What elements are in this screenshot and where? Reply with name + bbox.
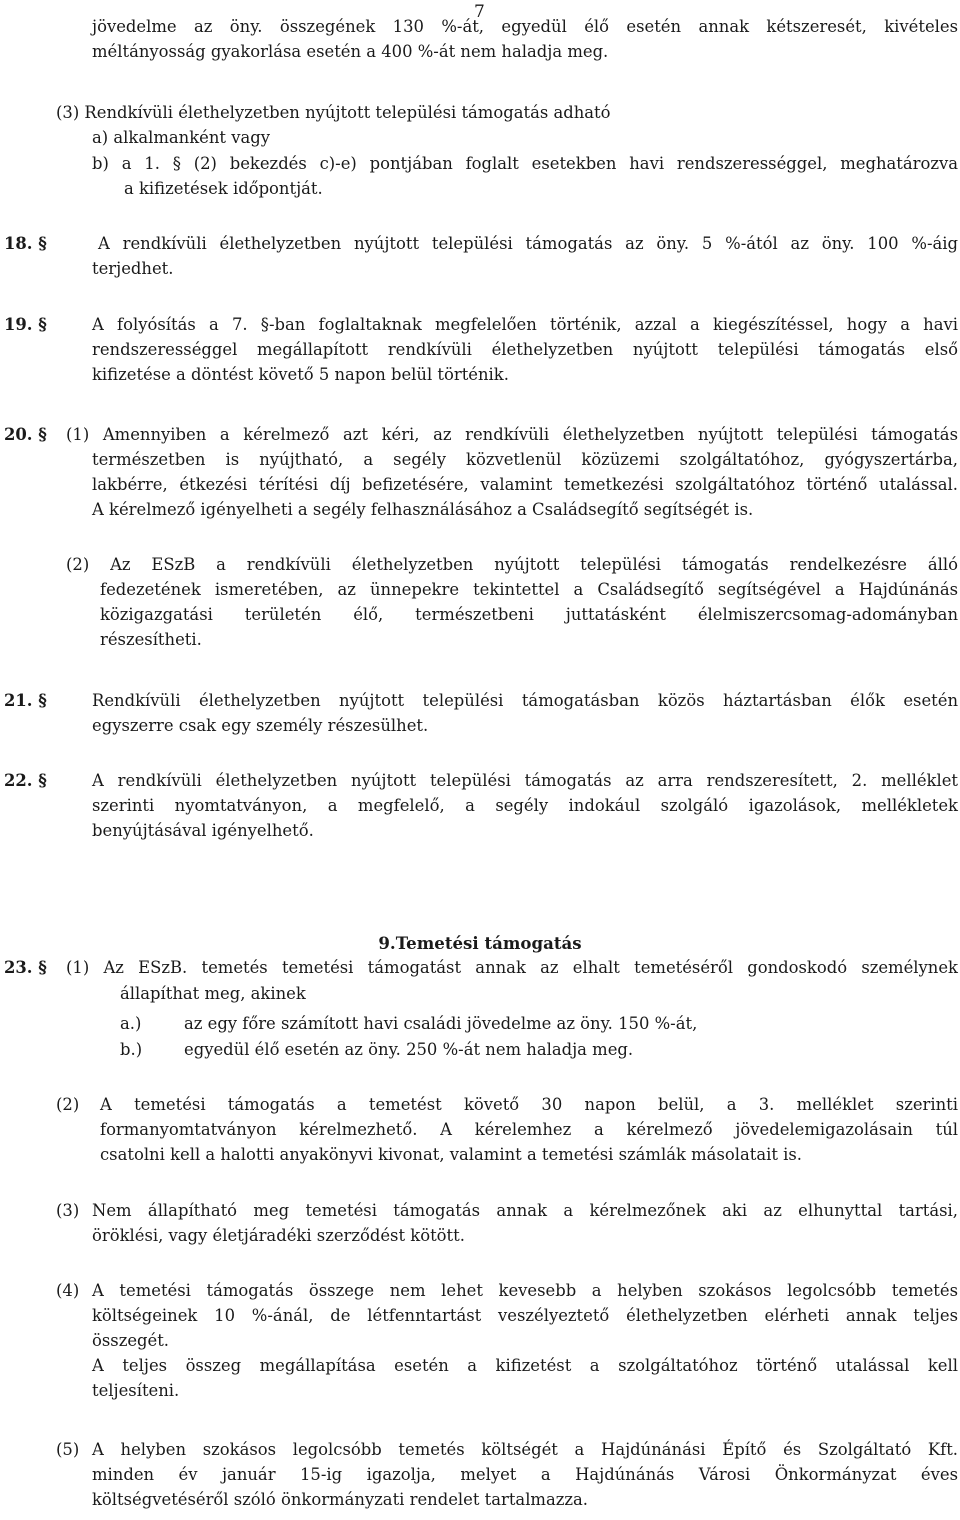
paragraph-3-label: (3) [56, 1201, 80, 1220]
paragraph-3-intro: (3) Rendkívüli élethelyzetben nyújtott települési támogatás adható [56, 103, 611, 122]
text-line: fedezetének ismeretében, az ünnepekre tekintettel a Családsegítő segítségével a Hajdúnánás [100, 580, 958, 599]
text-line: benyújtásával igényelhető. [92, 821, 314, 840]
section-20-p2-first [66, 552, 958, 577]
text-line: csatolni kell a halotti anyakönyvi kivonat, valamint a temetési számlák másolatait is. [100, 1145, 802, 1164]
section-20-p1-first [66, 422, 958, 447]
section-20-p2-body [100, 577, 958, 652]
list-item-b-continued: a kifizetések időpontját. [124, 179, 323, 198]
text-line: Nem állapítható meg temetési támogatás annak a kérelmezőnek aki az elhunyttal tartási, [92, 1201, 958, 1220]
paragraph-3-text [92, 1198, 958, 1248]
section-20-p1-body [92, 447, 958, 522]
text-line: formanyomtatványon kérelmezhető. A kérelemhez a kérelmező jövedelemigazolásain túl [100, 1120, 958, 1139]
section-23-p1-first [66, 955, 958, 980]
sub-item-b-text: egyedül élő esetén az öny. 250 %-át nem haladja meg. [184, 1040, 634, 1059]
text-line: szerinti nyomtatványon, a megfelelő, a segély indokául szolgáló igazolások, mellékletek [92, 796, 958, 815]
section-22-text [92, 768, 958, 843]
text-line: jövedelme az öny. összegének 130 %-át, egyedül élő esetén annak kétszeresét, kivételes [92, 17, 958, 36]
text-line: (2) Az ESzB a rendkívüli élethelyzetben nyújtott települési támogatás rendelkezésre álló [66, 555, 958, 574]
text-line: A kérelmező igényelheti a segély felhasználásához a Családsegítő segítségét is. [92, 500, 754, 519]
section-22-number: 22. § [4, 771, 47, 790]
section-18-text-continued: terjedhet. [92, 259, 174, 278]
paragraph-2-label: (2) [56, 1095, 80, 1114]
text-line: A helyben szokásos legolcsóbb temetés költségét a Hajdúnánási Építő és Szolgáltató Kft. [92, 1440, 958, 1459]
text-line: (1) Amennyiben a kérelmező azt kéri, az rendkívüli élethelyzetben nyújtott települési támogatás [66, 425, 958, 444]
text-line: természetben is nyújtható, a segély közvetlenül közüzemi szolgáltatóhoz, gyógyszertárba, [92, 450, 958, 469]
paragraph-2-text [100, 1092, 958, 1167]
section-21-text [92, 688, 958, 738]
sub-item-b-label: b.) [120, 1040, 143, 1059]
text-line: teljesíteni. [92, 1381, 180, 1400]
text-line: kifizetése a döntést követő 5 napon belül történik. [92, 365, 509, 384]
section-19-number: 19. § [4, 315, 47, 334]
text-line: lakbérre, étkezési térítési díj befizetésére, valamint temetkezési szolgáltatóhoz történő utalással. [92, 475, 958, 494]
list-item-b [92, 151, 958, 176]
text-line: költségvetéséről szóló önkormányzati rendelet tartalmazza. [92, 1490, 589, 1509]
text-line: A temetési támogatás a temetést követő 30 napon belül, a 3. melléklet szerinti [100, 1095, 958, 1114]
text-line: közigazgatási területén élő, természetbeni juttatásként élelmiszercsomag-adományban [100, 605, 958, 624]
text-line: Rendkívüli élethelyzetben nyújtott települési támogatásban közös háztartásban élők esetén [92, 691, 958, 710]
section-heading: 9.Temetési támogatás [378, 933, 582, 953]
paragraph-5-label: (5) [56, 1440, 80, 1459]
sub-item-a-text: az egy főre számított havi családi jövedelme az öny. 150 %-át, [184, 1014, 698, 1033]
paragraph-5-text [92, 1437, 958, 1512]
continuation-paragraph [92, 14, 958, 64]
paragraph-4-text [92, 1278, 958, 1403]
text-line: rendszerességgel megállapított rendkívüli élethelyzetben nyújtott települési támogatás első [92, 340, 958, 359]
text-line: (1) Az ESzB. temetés temetési támogatást annak az elhalt temetéséről gondoskodó személynek [66, 958, 958, 977]
text-line: egyszerre csak egy személy részesülhet. [92, 716, 429, 735]
text-line: A folyósítás a 7. §-ban foglaltaknak megfelelően történik, azzal a kiegészítéssel, hogy a havi [92, 315, 958, 334]
text-line: A teljes összeg megállapítása esetén a kifizetést a szolgáltatóhoz történő utalással kell [92, 1356, 958, 1375]
text-line: összegét. [92, 1331, 170, 1350]
section-23-p1-continued: állapíthat meg, akinek [120, 984, 306, 1003]
section-19-text [92, 312, 958, 387]
page-number: 7 [474, 2, 485, 22]
text-line: minden év január 15-ig igazolja, melyet a Hajdúnánás Városi Önkormányzat éves [92, 1465, 958, 1484]
text-line: b) a 1. § (2) bekezdés c)-e) pontjában foglalt esetekben havi rendszerességgel, meghatározva [92, 154, 958, 173]
section-18-text [98, 231, 958, 256]
sub-item-a-label: a.) [120, 1014, 142, 1033]
text-line: A rendkívüli élethelyzetben nyújtott települési támogatás az arra rendszeresített, 2. melléklet [92, 771, 958, 790]
section-18-number: 18. § [4, 234, 47, 253]
section-23-number: 23. § [4, 958, 47, 977]
section-20-number: 20. § [4, 425, 47, 444]
text-line: méltányosság gyakorlása esetén a 400 %-át nem haladja meg. [92, 42, 609, 61]
text-line: A temetési támogatás összege nem lehet kevesebb a helyben szokásos legolcsóbb temetés [92, 1281, 958, 1300]
section-21-number: 21. § [4, 691, 47, 710]
text-line: részesítheti. [100, 630, 202, 649]
text-line: öröklési, vagy életjáradéki szerződést kötött. [92, 1226, 465, 1245]
text-line: költségeinek 10 %-ánál, de létfenntartást veszélyeztető élethelyzetben elérheti annak teljes [92, 1306, 958, 1325]
list-item-a: a) alkalmanként vagy [92, 128, 270, 147]
text-line: A rendkívüli élethelyzetben nyújtott települési támogatás az öny. 5 %-ától az öny. 100 %-áig [98, 234, 958, 253]
paragraph-4-label: (4) [56, 1281, 80, 1300]
